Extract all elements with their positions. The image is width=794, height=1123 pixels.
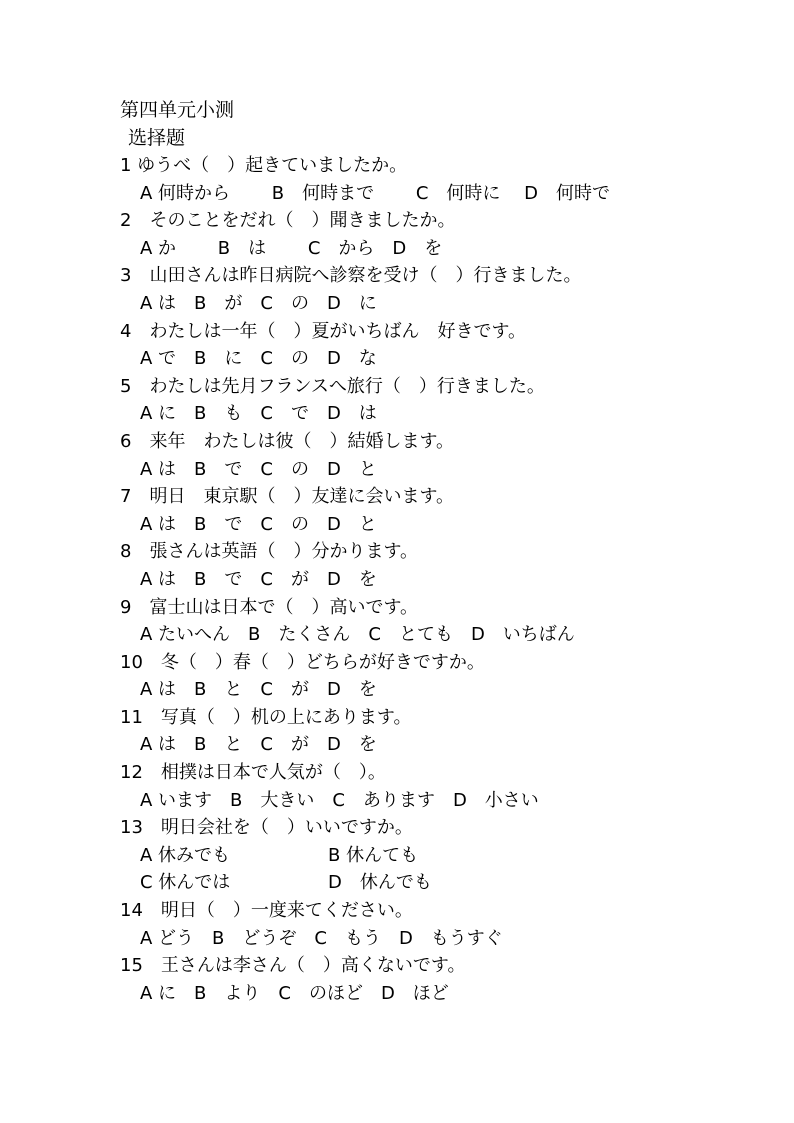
question-14: 14 明日（ ）一度来てください。 (120, 900, 413, 922)
options-2: A か B は C から D を (140, 237, 443, 259)
question-11: 11 写真（ ）机の上にあります。 (120, 706, 412, 728)
options-10: A は B と C が D を (140, 679, 377, 701)
question-15: 15 王さんは李さん（ ）高くないです。 (120, 955, 466, 977)
option-13b: B 休んても (328, 844, 419, 866)
question-10: 10 冬（ ）春（ ）どちらが好きですか。 (120, 651, 485, 673)
page-title: 第四单元小测 (120, 99, 235, 121)
options-13-row-1 (120, 842, 760, 870)
option-13c: C 休んでは (140, 872, 231, 894)
question-2: 2 そのことをだれ（ ）聞きましたか。 (120, 210, 456, 232)
quiz-page (120, 96, 760, 1007)
options-15: A に B より C のほど D ほど (140, 982, 449, 1004)
options-11: A は B と C が D を (140, 734, 377, 756)
question-1: 1 ゆうべ（ ）起きていましたか。 (120, 155, 408, 176)
question-12: 12 相撲は日本で人気が（ ）。 (120, 762, 386, 784)
question-7: 7 明日 東京駅（ ）友達に会います。 (120, 486, 455, 508)
question-5: 5 わたしは先月フランスへ旅行（ ）行きました。 (120, 375, 545, 397)
options-4: A で B に C の D な (140, 348, 377, 370)
question-9: 9 富士山は日本で（ ）高いです。 (120, 596, 419, 618)
option-13a: A 休みでも (140, 844, 231, 866)
section-heading: 选择题 (128, 127, 186, 149)
options-13-row-2 (120, 869, 760, 897)
options-12: A います B 大きい C あります D 小さい (140, 789, 539, 811)
options-9: A たいへん B たくさん C とても D いちばん (140, 624, 575, 646)
option-13d: D 休んでも (328, 872, 432, 894)
options-8: A は B で C が D を (140, 568, 377, 590)
question-13: 13 明日会社を（ ）いいですか。 (120, 817, 413, 839)
options-1: A 何時から B 何時まで C 何時に D 何時で (140, 182, 610, 204)
question-6: 6 来年 わたしは彼（ ）結婚します。 (120, 430, 455, 452)
options-14: A どう B どうぞ C もう D もうすぐ (140, 927, 503, 949)
question-3: 3 山田さんは昨日病院へ診察を受け（ ）行きました。 (120, 265, 582, 287)
question-4: 4 わたしは一年（ ）夏がいちばん 好きです。 (120, 320, 527, 342)
options-7: A は B で C の D と (140, 513, 377, 535)
options-3: A は B が C の D に (140, 292, 377, 314)
question-8: 8 張さんは英語（ ）分かります。 (120, 541, 419, 563)
options-5: A に B も C で D は (140, 403, 377, 425)
options-6: A は B で C の D と (140, 458, 377, 480)
